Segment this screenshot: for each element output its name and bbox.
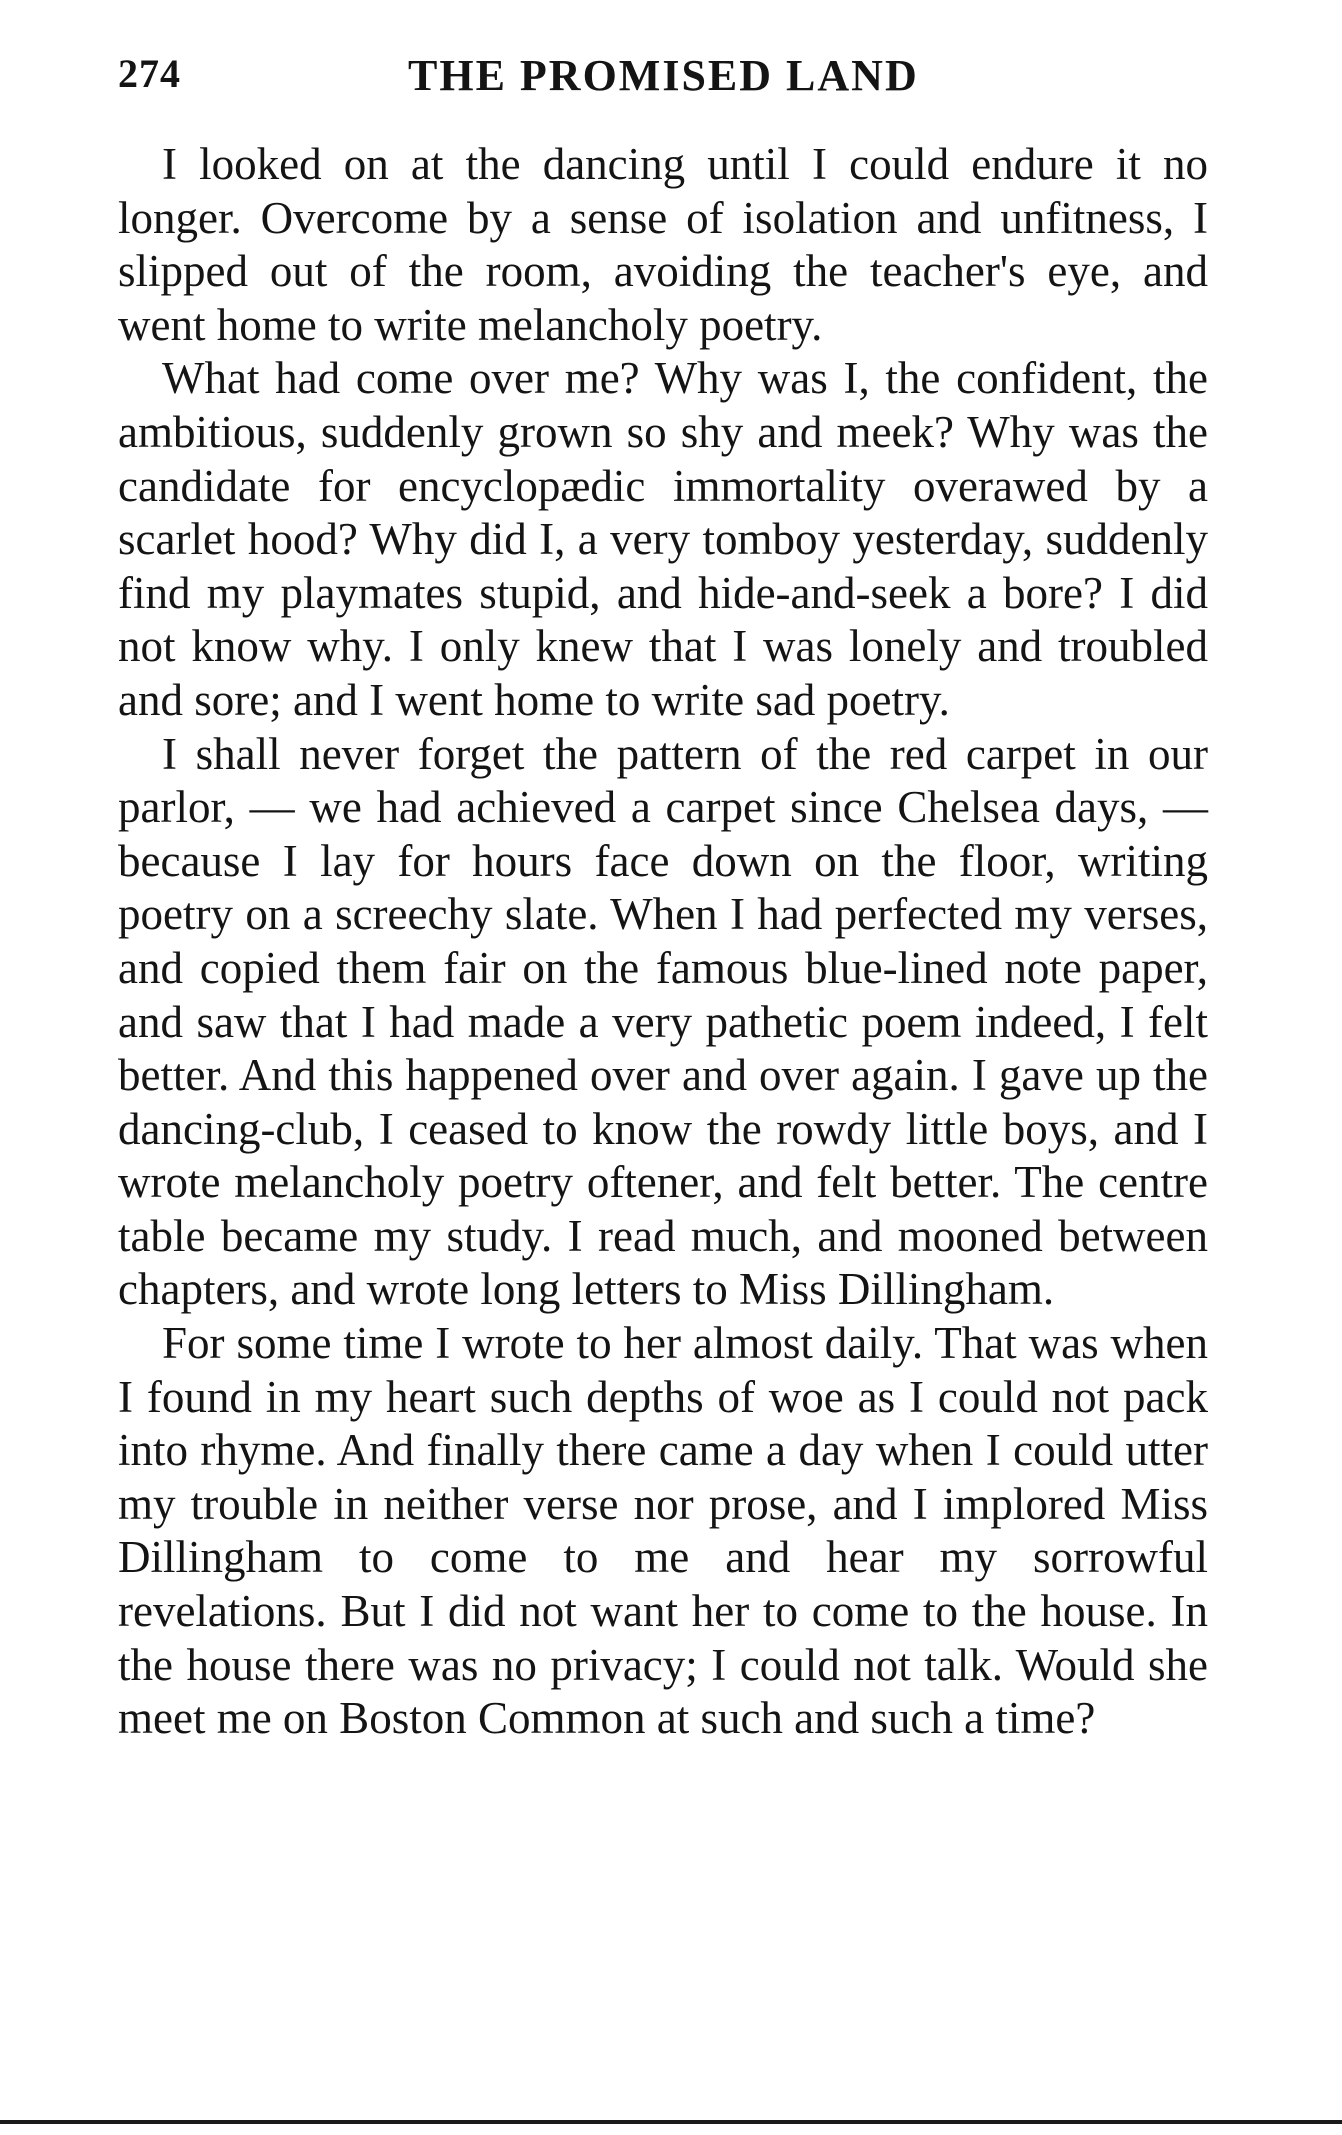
scan-edge-line [0, 2120, 1342, 2124]
body-text [118, 138, 1208, 1746]
paragraph-2: What had come over me? Why was I, the confident, the ambitious, suddenly grown so shy and meek? Why was the candidate for encyclopædic immortality overawed by a scarlet hood? Why did I, a very tomboy yesterday, suddenly find my playmates stupid, and hide-and-seek a bore? I did not know why. I only knew that I was lonely and troubled and sore; and I went home to write sad poetry. [118, 353, 1208, 725]
paragraph-3: I shall never forget the pattern of the red carpet in our parlor, — we had achieved a carpet since Chelsea days, — because I lay for hours face down on the floor, writing poetry on a screechy slate. When I had perfected my verses, and copied them fair on the famous blue-lined note paper, and saw that I had made a very pathetic poem indeed, I felt better. And this happened over and over again. I gave up the dancing-club, I ceased to know the rowdy little boys, and I wrote melancholy poetry oftener, and felt better. The centre table became my study. I read much, and mooned between chapters, and wrote long letters to Miss Dillingham. [118, 728, 1208, 1315]
running-head [118, 50, 1208, 110]
paragraph-4: For some time I wrote to her almost daily. That was when I found in my heart such depths of woe as I could not pack into rhyme. And finally there came a day when I could utter my trouble in neither verse nor prose, and I implored Miss Dillingham to come to me and hear my sorrowful revelations. But I did not want her to come to the house. In the house there was no privacy; I could not talk. Would she meet me on Boston Common at such and such a time? [118, 1318, 1208, 1744]
running-title: THE PROMISED LAND [408, 51, 919, 100]
page-number: 274 [118, 51, 181, 96]
paragraph-1: I looked on at the dancing until I could endure it no longer. Overcome by a sense of isolation and unfitness, I slipped out of the room, avoiding the teacher's eye, and went home to write melancholy poetry. [118, 139, 1208, 350]
